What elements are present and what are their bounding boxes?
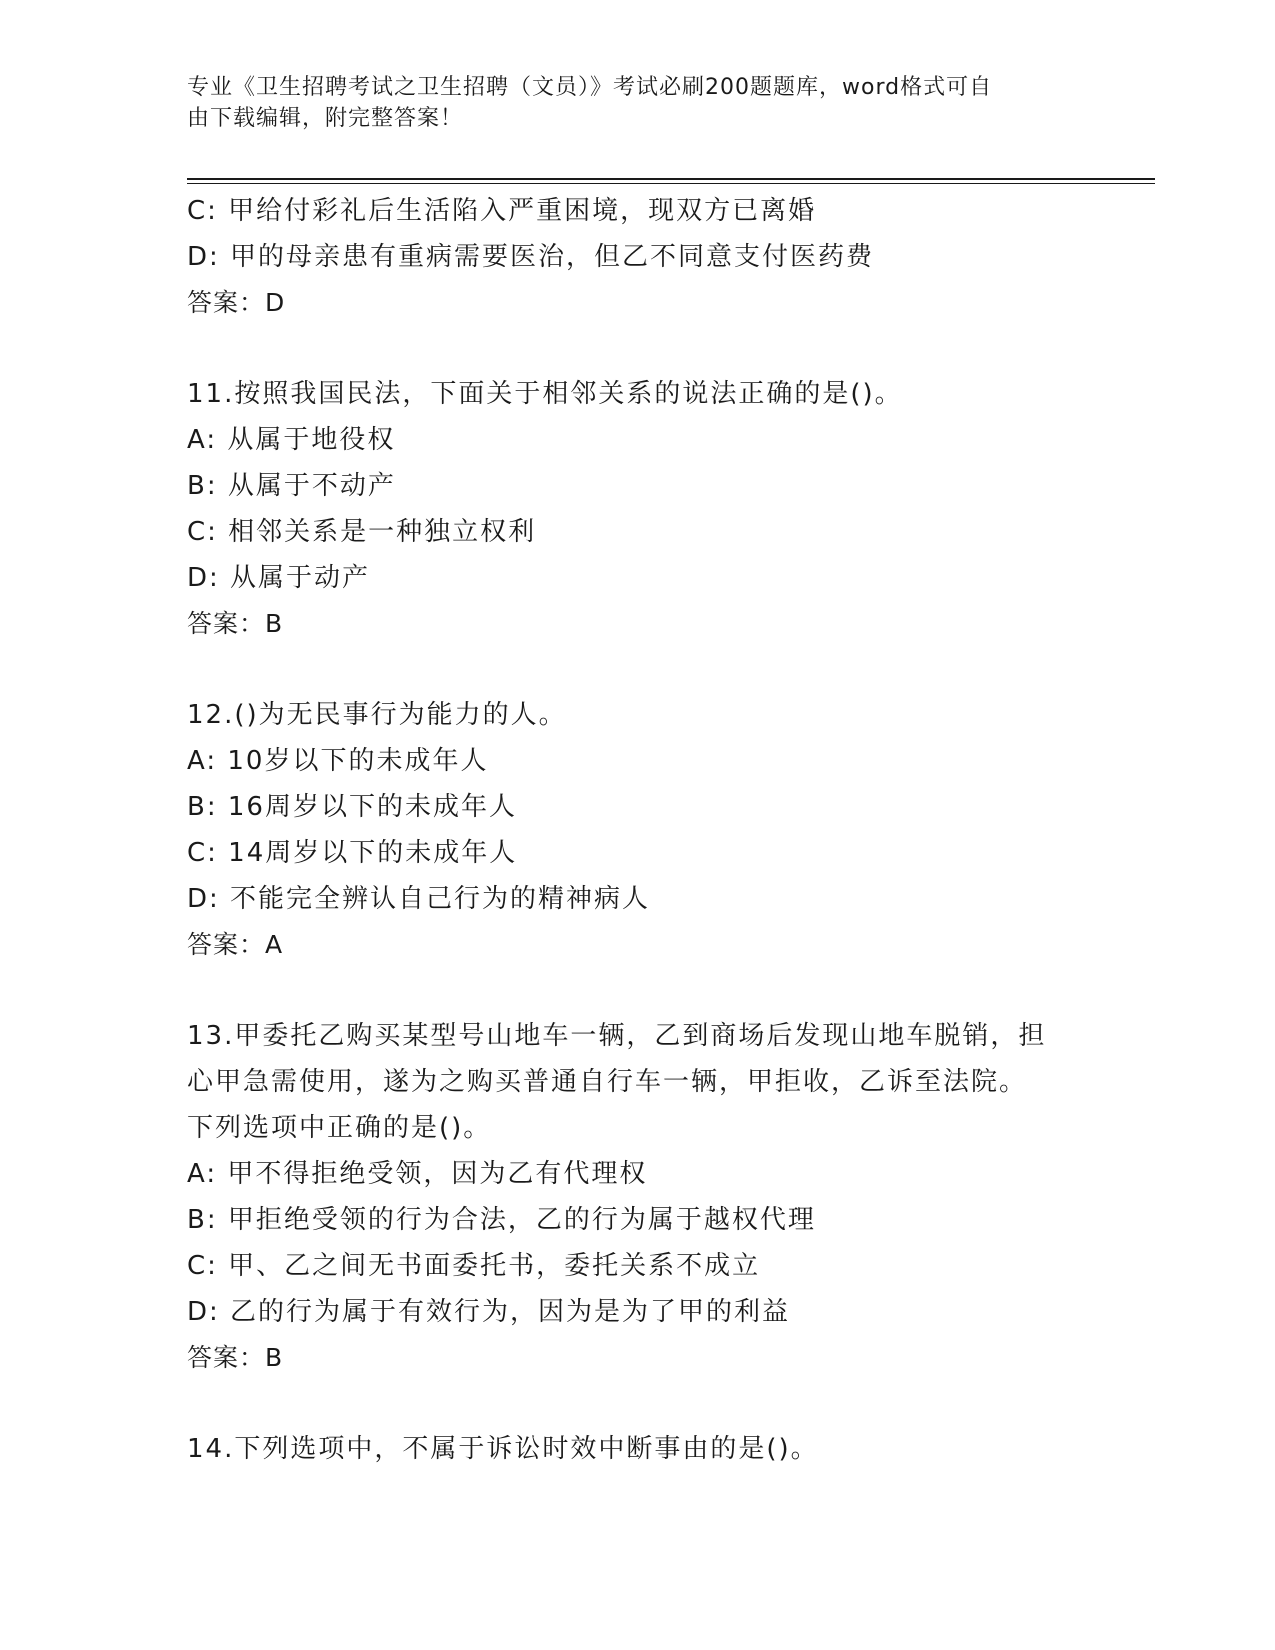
question-stem-line-3: 下列选项中正确的是()。 [187, 1113, 492, 1143]
option-c: C: 14周岁以下的未成年人 [187, 838, 518, 868]
question-stem-line-1: 13.甲委托乙购买某型号山地车一辆，乙到商场后发现山地车脱销，担 [187, 1021, 1047, 1051]
question-stem-line-2: 心甲急需使用，遂为之购买普通自行车一辆，甲拒收，乙诉至法院。 [187, 1067, 1028, 1097]
option-a: A: 从属于地役权 [187, 425, 396, 455]
answer: 答案：A [187, 930, 284, 959]
option-a: A: 甲不得拒绝受领，因为乙有代理权 [187, 1159, 648, 1189]
option-b: B: 从属于不动产 [187, 471, 396, 501]
question-11 [187, 371, 1087, 647]
header-line-2: 由下载编辑，附完整答案！ [187, 106, 464, 131]
question-14 [187, 1426, 1087, 1472]
answer: 答案：B [187, 609, 284, 638]
question-list [187, 188, 1087, 1472]
question-10-tail [187, 188, 1087, 326]
header-rule-thick [187, 178, 1155, 180]
question-stem: 12.()为无民事行为能力的人。 [187, 700, 567, 730]
question-stem: 11.按照我国民法，下面关于相邻关系的说法正确的是()。 [187, 379, 903, 409]
option-c: C: 相邻关系是一种独立权利 [187, 517, 537, 547]
answer: 答案：D [187, 288, 286, 317]
option-c: C: 甲给付彩礼后生活陷入严重困境，现双方已离婚 [187, 196, 817, 226]
question-12 [187, 692, 1087, 968]
option-d: D: 乙的行为属于有效行为，因为是为了甲的利益 [187, 1297, 791, 1327]
option-d: D: 从属于动产 [187, 563, 371, 593]
option-b: B: 甲拒绝受领的行为合法，乙的行为属于越权代理 [187, 1205, 816, 1235]
option-d: D: 不能完全辨认自己行为的精神病人 [187, 884, 651, 914]
option-b: B: 16周岁以下的未成年人 [187, 792, 517, 822]
option-d: D: 甲的母亲患有重病需要医治，但乙不同意支付医药费 [187, 242, 875, 272]
header-line-1: 专业《卫生招聘考试之卫生招聘（文员）》考试必刷200题题库，word格式可自 [187, 75, 993, 100]
document-header [187, 72, 1067, 134]
question-13 [187, 1013, 1087, 1381]
answer: 答案：B [187, 1343, 284, 1372]
option-a: A: 10岁以下的未成年人 [187, 746, 489, 776]
option-c: C: 甲、乙之间无书面委托书，委托关系不成立 [187, 1251, 761, 1281]
header-rule-thin [187, 183, 1155, 184]
question-stem: 14.下列选项中，不属于诉讼时效中断事由的是()。 [187, 1434, 819, 1464]
